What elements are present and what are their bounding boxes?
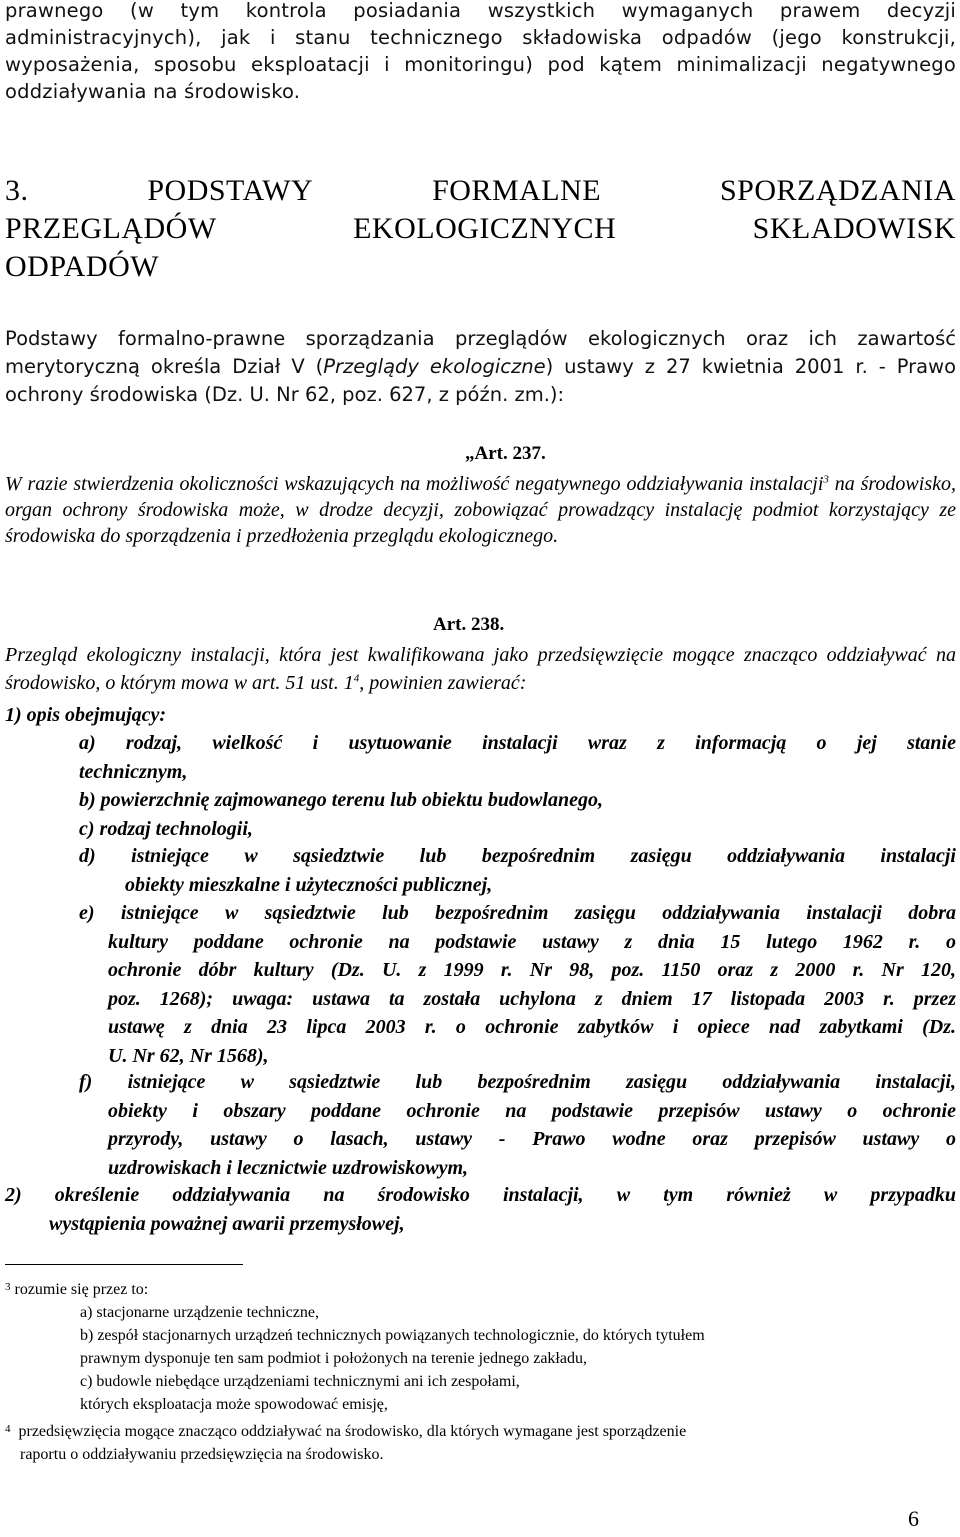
legal-basis-paragraph: Podstawy formalno-prawne sporządzania przeglądów ekologicznych oraz ich zawartość merytoryczną określa Dział V (Przeglądy ekologiczne) ustawy z 27 kwietnia 2001 r. - Prawo ochrony środowiska (Dz. U. Nr 62, poz. 627, z późn. zm.): [5, 327, 957, 406]
article-237-text: W razie stwierdzenia okoliczności wskazujących na możliwość negatywnego oddziaływania instalacji$^3$ na środowisko, organ ochrony środowiska może, w drodze decyzji, zobowiązać prowadzący instalację podmiot korzystający ze środowiska do sporządzenia i przedłożenia przeglądu ekologicznego. [5, 473, 956, 547]
list-item-2: 2) określenie oddziaływania na środowisko instalacji, w tym również w przypadku wystąpienia poważnej awarii przemysłowej, [5, 1184, 956, 1235]
footnote-ref-4[interactable]: 4 [353, 672, 360, 685]
footnote-4: $^4$ przedsięwzięcia mogące znacząco oddziaływać na środowisko, dla których wymagane jest sporządzenie raportu o oddziaływaniu przedsięwzięcia na środowisko. [5, 1423, 687, 1463]
intro-line: prawnego (w tym kontrola posiadania wszystkich wymaganych prawem decyzji [5, 0, 956, 22]
list-item-f: f) istniejące w sąsiedztwie lub bezpośrednim zasięgu oddziaływania instalacji, obiekty i obszary poddane ochronie na podstawie przepisów ustawy o ochronie przyrody, ustawy o lasach, ustawy - Prawo wodne oraz przepisów ustawy o uzdrowiskach i lecznictwie uzdrowiskowym, [79, 1071, 956, 1179]
heading-line-1: 3. PODSTAWY FORMALNE SPORZĄDZANIA [5, 174, 956, 207]
heading-line-3: ODPADÓW [5, 250, 160, 283]
page-number: 6 [908, 1506, 919, 1531]
section-heading [5, 172, 956, 286]
intro-line: administracyjnych), jak i stanu technicznego składowiska odpadów (jego konstrukcji, [5, 26, 956, 49]
footnote-3: $^3$ rozumie się przez to: [5, 1281, 149, 1298]
intro-line: oddziaływania na środowisko. [5, 80, 301, 103]
list-item-e: e) istniejące w sąsiedztwie lub bezpośrednim zasięgu oddziaływania instalacji dobra kultury poddane ochronie na podstawie ustawy z dnia 15 lutego 1962 r. o ochronie dóbr kultury (Dz. U. z 1999 r. Nr 98, poz. 1150 oraz z 2000 r. Nr 120, poz. 1268); uwaga: ustawa ta została uchylona z dniem 17 listopada 2003 r. przez ustawę z dnia 23 lipca 2003 r. o ochronie zabytków i opiece nad zabytkami (Dz. U. Nr 62, Nr 1568), [79, 902, 956, 1067]
basis-italic-title: Przeglądy ekologiczne [323, 355, 546, 378]
footnote-4-number: 4 [5, 1423, 11, 1435]
list-item-d: d) istniejące w sąsiedztwie lub bezpośrednim zasięgu oddziaływania instalacji obiekty mieszkalne i użyteczności publicznej, [79, 845, 956, 896]
footnote-3-items: a) stacjonarne urządzenie techniczne, b) zespół stacjonarnych urządzeń technicznych powiązanych technologicznie, do których tytułem prawnym dysponuje ten sam podmiot i położonych na terenie jednego zakładu, c) budowle niebędące urządzeniami technicznymi ani ich zespołami, których eksploatacja może spowodować emisję, [80, 1304, 705, 1413]
footnote-3-number: 3 [5, 1281, 11, 1293]
footnote-separator [5, 1264, 243, 1265]
heading-line-2: PRZEGLĄDÓW EKOLOGICZNYCH SKŁADOWISK [5, 212, 956, 245]
article-237-label: „Art. 237. [465, 443, 546, 464]
list-item-c: c) rodzaj technologii, [79, 818, 253, 840]
list-item-a: a) rodzaj, wielkość i usytuowanie instalacji wraz z informacją o jej stanie technicznym, [79, 732, 956, 783]
list-item-1: 1) opis obejmujący: [5, 704, 167, 726]
article-238-text: Przegląd ekologiczny instalacji, która jest kwalifikowana jako przedsięwzięcie mogące znacząco oddziaływać na środowisko, o którym mowa w art. 51 ust. $1^4$, powinien zawierać: [5, 644, 956, 694]
list-item-b: b) powierzchnię zajmowanego terenu lub obiektu budowlanego, [79, 789, 603, 811]
intro-paragraph [5, 0, 956, 105]
article-238-label: Art. 238. [433, 614, 505, 635]
intro-line: wyposażenia, sposobu eksploatacji i monitoringu) pod kątem minimalizacji negatywnego [5, 53, 956, 76]
footnote-ref-3[interactable]: 3 [823, 473, 829, 486]
